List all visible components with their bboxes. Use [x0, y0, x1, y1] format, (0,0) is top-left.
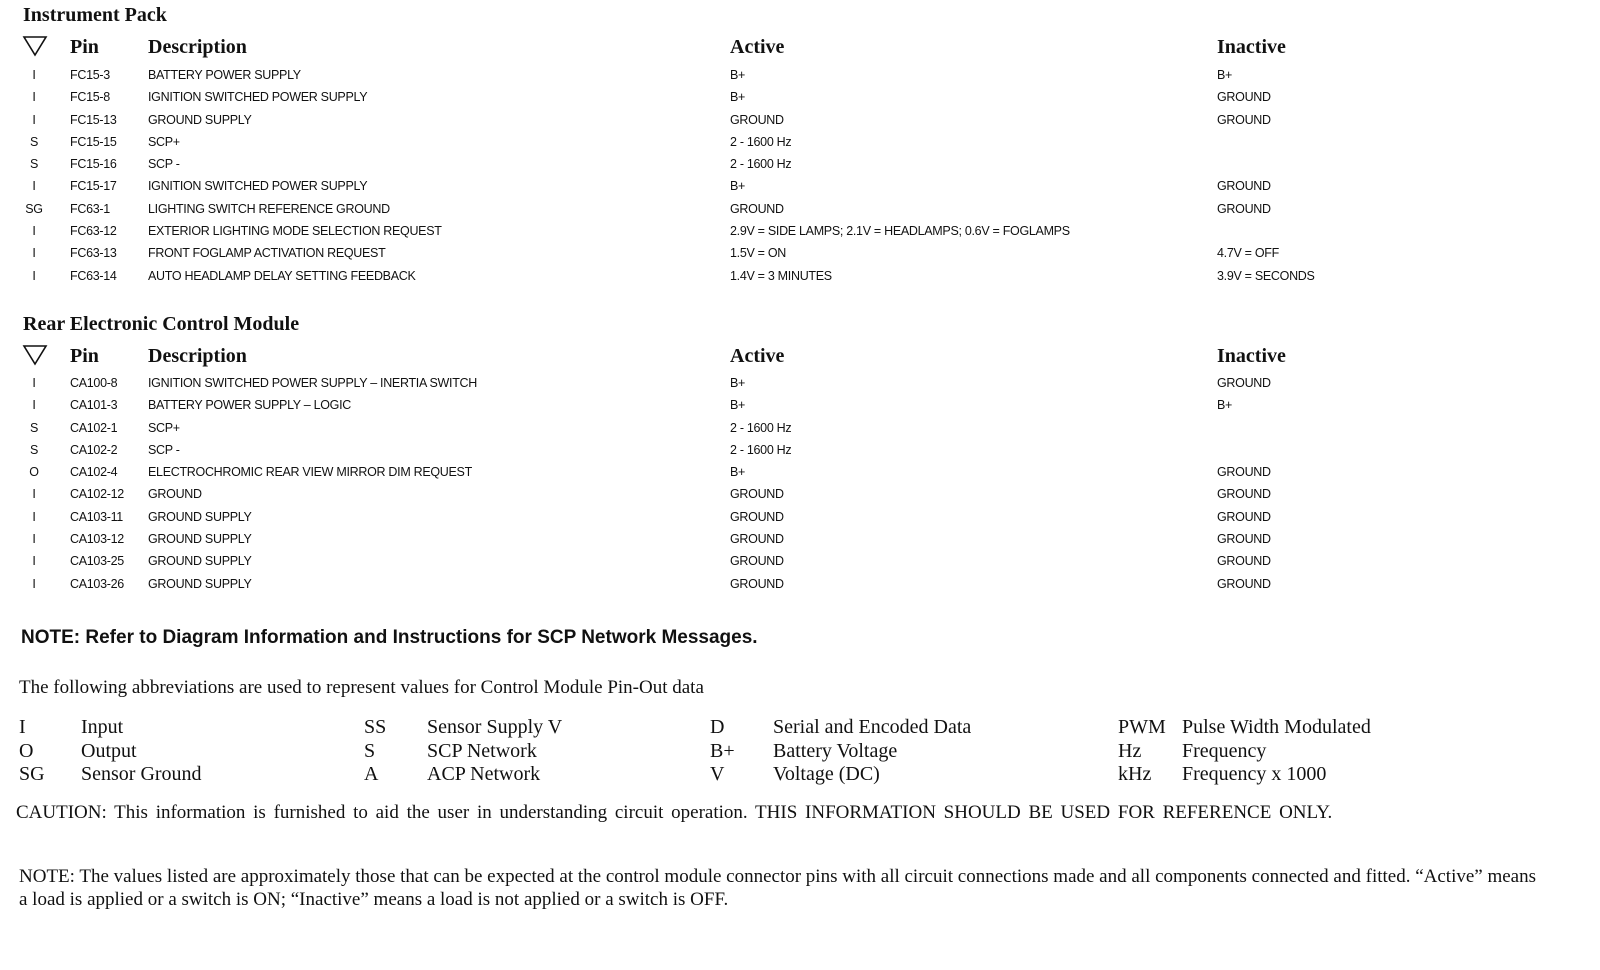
abbr-meaning: Battery Voltage: [773, 740, 898, 762]
inactive-value: B+: [1217, 398, 1233, 413]
table-row: [0, 113, 1600, 135]
inactive-value: GROUND: [1217, 201, 1271, 216]
inactive-value: GROUND: [1217, 487, 1271, 502]
inactive-value: GROUND: [1217, 179, 1271, 194]
abbr-code: V: [710, 763, 725, 785]
abbr-meaning: Input: [81, 716, 124, 738]
pin-description: ELECTROCHROMIC REAR VIEW MIRROR DIM REQUEST: [148, 465, 472, 480]
pin-description: SCP+: [148, 420, 180, 435]
table-row: [0, 510, 1600, 532]
pin-description: IGNITION SWITCHED POWER SUPPLY: [148, 179, 368, 194]
header-inactive: Inactive: [1217, 36, 1286, 58]
pin-type: SG: [25, 201, 43, 216]
active-value: 2 - 1600 Hz: [730, 134, 792, 149]
abbr-code: Hz: [1118, 740, 1142, 762]
active-value: GROUND: [730, 509, 784, 524]
pin-type: I: [32, 90, 36, 105]
inactive-value: GROUND: [1217, 465, 1271, 480]
pin-type: S: [29, 420, 39, 435]
caution-text: CAUTION: This information is furnished to aid the user in understanding circuit operation. THIS INFORMATION SHOULD BE USED FOR REFERENCE ONLY.: [16, 802, 1333, 823]
abbr-meaning: Sensor Supply V: [427, 716, 563, 738]
table-row: [0, 554, 1600, 576]
pin-description: AUTO HEADLAMP DELAY SETTING FEEDBACK: [148, 268, 416, 283]
table-row: [0, 224, 1600, 246]
pin-description: IGNITION SWITCHED POWER SUPPLY: [148, 90, 368, 105]
abbr-code: SS: [364, 716, 387, 738]
abbr-meaning: Voltage (DC): [773, 763, 880, 785]
abbreviations-intro: The following abbreviations are used to represent values for Control Module Pin-Out data: [19, 677, 704, 698]
pin-id: CA103-11: [70, 509, 123, 524]
inactive-value: GROUND: [1217, 90, 1271, 105]
abbr-meaning: Output: [81, 740, 137, 762]
table-row: [0, 246, 1600, 268]
pin-id: FC15-3: [70, 68, 110, 82]
section-title-rear-module: Rear Electronic Control Module: [23, 313, 300, 335]
note-values: NOTE: The values listed are approximately those that can be expected at the control module connector pins with all circuit connections made and all components connected and fitted. “Active” means a load is applied or a switch is ON; “Inactive” means a load is not applied or a switch is OFF.: [19, 866, 1537, 910]
active-value: 1.5V = ON: [730, 246, 787, 261]
active-value: GROUND: [730, 532, 784, 547]
pin-type: S: [29, 157, 39, 172]
pin-id: FC15-8: [70, 90, 110, 105]
inactive-value: 3.9V = SECONDS: [1217, 268, 1315, 283]
pin-type: I: [32, 179, 36, 194]
table-row: [0, 532, 1600, 554]
pin-description: BATTERY POWER SUPPLY: [148, 68, 301, 82]
abbr-code: A: [364, 763, 379, 785]
header-active: Active: [730, 345, 785, 367]
pin-id: FC63-13: [70, 246, 117, 261]
triangle-down-icon: [22, 343, 48, 367]
table-row: [0, 487, 1600, 509]
table-row: [0, 135, 1600, 157]
pin-id: FC15-16: [70, 157, 117, 172]
pin-type: I: [32, 487, 36, 502]
active-value: B+: [730, 90, 746, 105]
pin-type: I: [32, 268, 36, 283]
abbr-meaning: Frequency x 1000: [1182, 763, 1327, 785]
pin-description: GROUND SUPPLY: [148, 509, 252, 524]
pin-type: S: [29, 442, 39, 457]
pin-description: IGNITION SWITCHED POWER SUPPLY – INERTIA SWITCH: [148, 376, 477, 390]
table-row: [0, 421, 1600, 443]
active-value: 2.9V = SIDE LAMPS; 2.1V = HEADLAMPS; 0.6V = FOGLAMPS: [730, 224, 1070, 239]
pin-description: GROUND SUPPLY: [148, 554, 252, 569]
header-active: Active: [730, 36, 785, 58]
active-value: GROUND: [730, 487, 784, 502]
table-row: [0, 577, 1600, 599]
pin-id: FC15-17: [70, 179, 117, 194]
inactive-value: GROUND: [1217, 112, 1271, 127]
pin-description: LIGHTING SWITCH REFERENCE GROUND: [148, 201, 390, 216]
inactive-value: B+: [1217, 68, 1233, 82]
pin-description: GROUND SUPPLY: [148, 532, 252, 547]
abbr-meaning: Pulse Width Modulated: [1182, 716, 1371, 738]
table-row: [0, 376, 1600, 398]
pin-type: I: [32, 112, 36, 127]
pin-type: I: [32, 68, 36, 82]
active-value: B+: [730, 179, 746, 194]
pin-type: I: [32, 398, 36, 413]
abbr-code: SG: [19, 763, 45, 785]
pin-id: FC63-14: [70, 268, 117, 283]
header-inactive: Inactive: [1217, 345, 1286, 367]
pin-description: GROUND: [148, 487, 202, 502]
active-value: GROUND: [730, 576, 784, 591]
pin-type: S: [29, 134, 39, 149]
inactive-value: GROUND: [1217, 376, 1271, 390]
table-row: [0, 269, 1600, 291]
abbr-code: I: [19, 716, 26, 738]
abbr-meaning: Sensor Ground: [81, 763, 202, 785]
active-value: GROUND: [730, 201, 784, 216]
pin-id: FC63-12: [70, 224, 117, 239]
table-row: [0, 202, 1600, 224]
active-value: GROUND: [730, 554, 784, 569]
abbr-meaning: SCP Network: [427, 740, 537, 762]
table-row: [0, 465, 1600, 487]
pin-id: CA103-26: [70, 576, 124, 591]
active-value: 2 - 1600 Hz: [730, 157, 792, 172]
table-row: [0, 157, 1600, 179]
pin-type: I: [32, 246, 36, 261]
inactive-value: GROUND: [1217, 532, 1271, 547]
abbr-code: kHz: [1118, 763, 1152, 785]
pin-type: I: [32, 224, 36, 239]
abbr-meaning: Frequency: [1182, 740, 1267, 762]
active-value: 1.4V = 3 MINUTES: [730, 268, 832, 283]
header-pin: Pin: [70, 36, 99, 58]
table-header-rear-module: [0, 345, 1600, 371]
pin-description: BATTERY POWER SUPPLY – LOGIC: [148, 398, 352, 413]
active-value: B+: [730, 376, 746, 390]
section-title-instrument-pack: Instrument Pack: [23, 4, 167, 26]
instrument-pack-rows: [0, 68, 1600, 291]
rear-module-rows: [0, 376, 1600, 599]
pin-id: CA102-12: [70, 487, 124, 502]
active-value: B+: [730, 465, 746, 480]
active-value: 2 - 1600 Hz: [730, 442, 792, 457]
note-scp: NOTE: Refer to Diagram Information and Instructions for SCP Network Messages.: [21, 627, 758, 648]
pin-id: CA102-2: [70, 442, 118, 457]
abbr-code: PWM: [1118, 716, 1166, 738]
table-row: [0, 179, 1600, 201]
pin-type: I: [32, 376, 36, 390]
abbr-meaning: ACP Network: [427, 763, 541, 785]
active-value: 2 - 1600 Hz: [730, 420, 792, 435]
triangle-down-icon: [22, 34, 48, 58]
pin-id: CA100-8: [70, 376, 118, 390]
inactive-value: GROUND: [1217, 509, 1271, 524]
pin-id: CA102-4: [70, 465, 118, 480]
pin-description: SCP+: [148, 134, 180, 149]
pin-id: CA101-3: [70, 398, 118, 413]
inactive-value: 4.7V = OFF: [1217, 246, 1279, 261]
active-value: GROUND: [730, 112, 784, 127]
pin-description: GROUND SUPPLY: [148, 576, 252, 591]
pin-type: I: [32, 554, 36, 569]
pin-id: FC63-1: [70, 201, 110, 216]
pin-description: SCP -: [148, 442, 180, 457]
abbr-code: S: [364, 740, 376, 762]
table-row: [0, 443, 1600, 465]
table-row: [0, 68, 1600, 90]
pin-type: I: [32, 509, 36, 524]
pin-id: CA103-25: [70, 554, 124, 569]
table-header-instrument-pack: [0, 36, 1600, 62]
table-row: [0, 398, 1600, 420]
abbr-meaning: Serial and Encoded Data: [773, 716, 972, 738]
active-value: B+: [730, 68, 746, 82]
pin-description: SCP -: [148, 157, 180, 172]
header-pin: Pin: [70, 345, 99, 367]
header-description: Description: [148, 345, 247, 367]
pin-type: O: [29, 465, 39, 480]
abbr-code: B+: [710, 740, 735, 762]
pin-description: GROUND SUPPLY: [148, 112, 252, 127]
abbr-code: D: [710, 716, 725, 738]
pin-id: CA103-12: [70, 532, 124, 547]
pin-id: FC15-15: [70, 134, 117, 149]
pin-description: FRONT FOGLAMP ACTIVATION REQUEST: [148, 246, 386, 261]
table-row: [0, 90, 1600, 112]
inactive-value: GROUND: [1217, 554, 1271, 569]
pin-type: I: [32, 576, 36, 591]
pin-type: I: [32, 532, 36, 547]
abbr-code: O: [19, 740, 34, 762]
pin-description: EXTERIOR LIGHTING MODE SELECTION REQUEST: [148, 224, 442, 239]
active-value: B+: [730, 398, 746, 413]
inactive-value: GROUND: [1217, 576, 1271, 591]
pin-id: CA102-1: [70, 420, 118, 435]
pin-id: FC15-13: [70, 112, 117, 127]
header-description: Description: [148, 36, 247, 58]
